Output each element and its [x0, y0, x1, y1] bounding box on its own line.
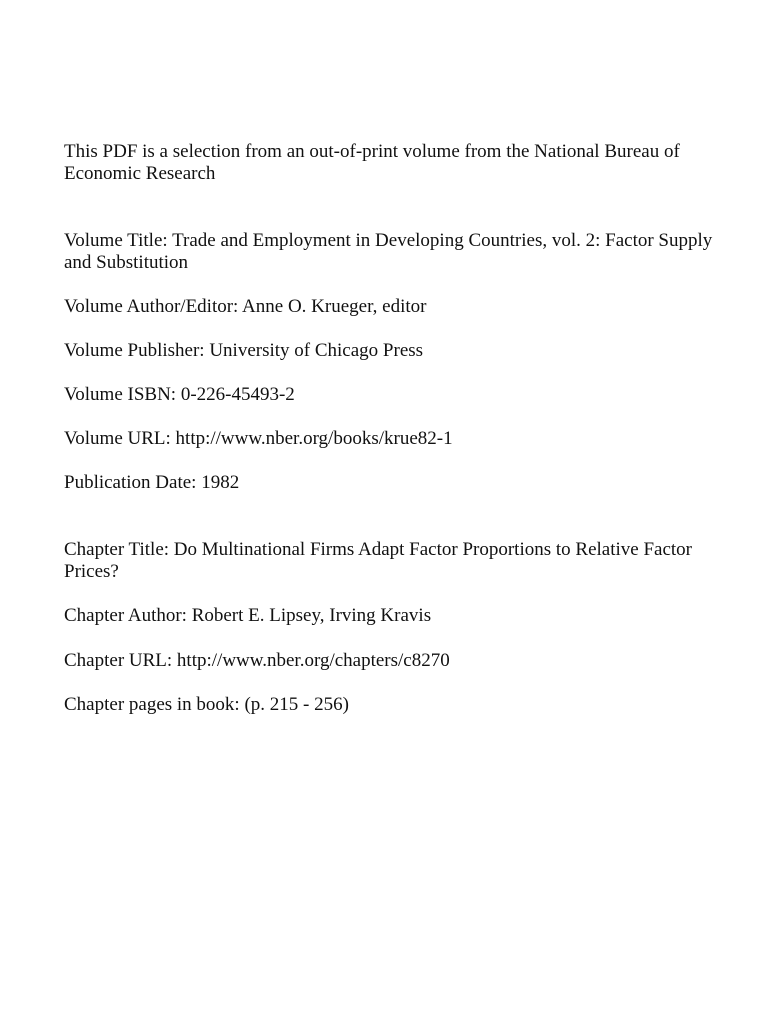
- volume-author: Volume Author/Editor: Anne O. Krueger, editor: [64, 296, 427, 317]
- chapter-pages: Chapter pages in book: (p. 215 - 256): [64, 694, 349, 715]
- volume-title: Volume Title: Trade and Employment in Developing Countries, vol. 2: Factor Supply and Substitution: [64, 230, 713, 273]
- chapter-title: Chapter Title: Do Multinational Firms Adapt Factor Proportions to Relative Factor Prices?: [64, 539, 693, 582]
- volume-isbn: Volume ISBN: 0-226-45493-2: [64, 384, 295, 405]
- volume-url: Volume URL: http://www.nber.org/books/krue82-1: [64, 428, 453, 449]
- intro-text: This PDF is a selection from an out-of-print volume from the National Bureau of Economic Research: [64, 141, 680, 184]
- publication-date: Publication Date: 1982: [64, 472, 240, 493]
- volume-publisher: Volume Publisher: University of Chicago Press: [64, 340, 424, 361]
- chapter-author: Chapter Author: Robert E. Lipsey, Irving Kravis: [64, 605, 432, 626]
- chapter-url: Chapter URL: http://www.nber.org/chapters/c8270: [64, 650, 450, 671]
